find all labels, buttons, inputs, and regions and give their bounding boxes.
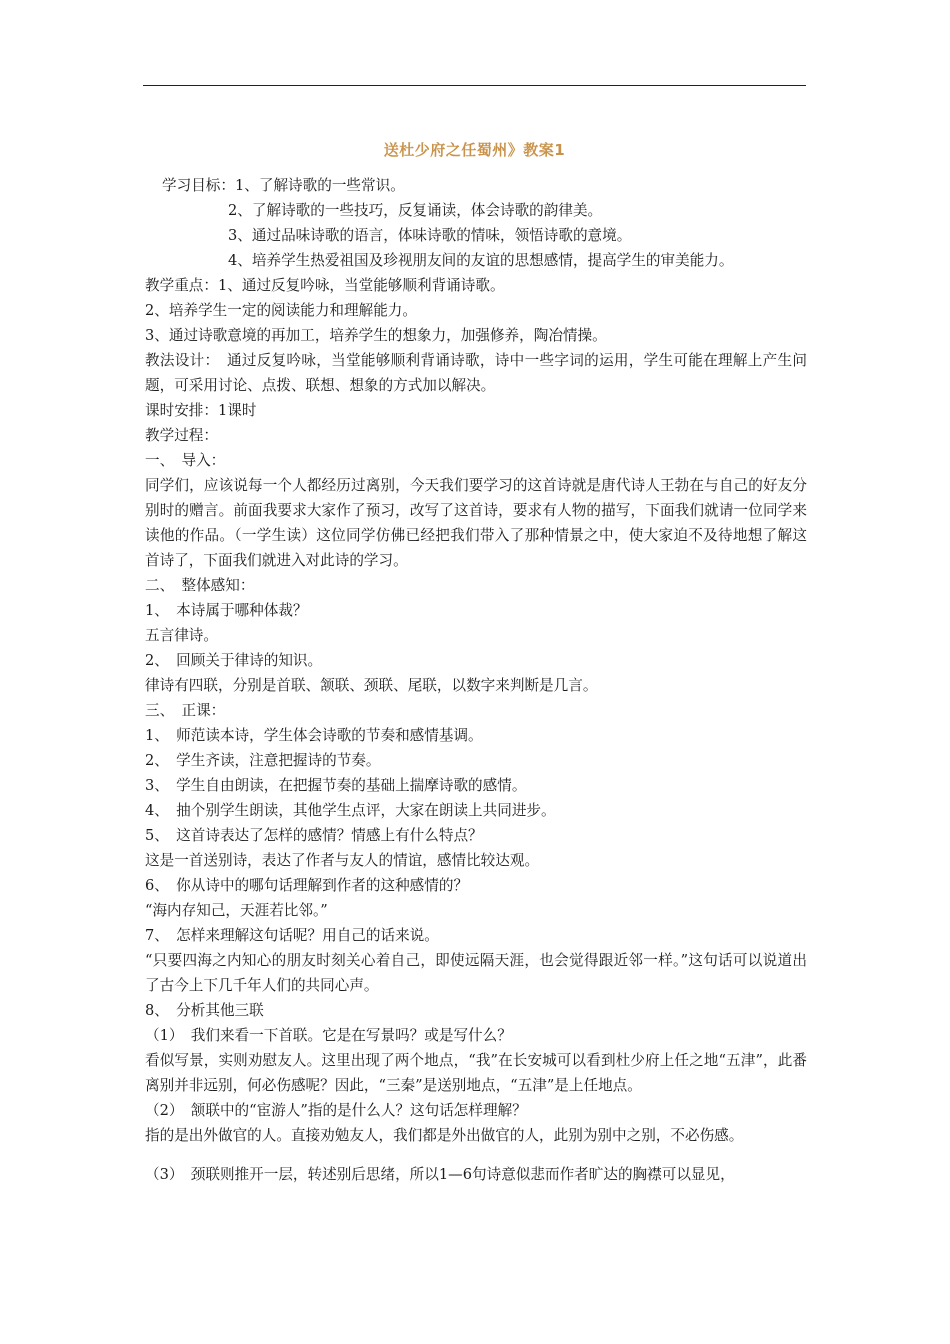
paragraph: （3） 颈联则推开一层，转述别后思绪，所以1—6句诗意似悲而作者旷达的胸襟可以显见， [145, 1166, 735, 1183]
document-body [145, 173, 807, 1187]
paragraph: 2、 学生齐读，注意把握诗的节奏。 [145, 752, 381, 769]
paragraph: 7、 怎样来理解这句话呢？用自己的话来说。 [145, 927, 439, 944]
section-heading: 三、 正课： [145, 702, 226, 719]
paragraph: 学习目标：1、了解诗歌的一些常识。 [162, 177, 405, 194]
paragraph: 2、培养学生一定的阅读能力和理解能力。 [145, 302, 417, 319]
paragraph: 4、培养学生热爱祖国及珍视朋友间的友谊的思想感情，提高学生的审美能力。 [228, 252, 734, 269]
section-heading: 二、 整体感知： [145, 577, 255, 594]
paragraph: 2、了解诗歌的一些技巧，反复诵读，体会诗歌的韵律美。 [228, 202, 603, 219]
paragraph: 教法设计： 通过反复吟咏，当堂能够顺利背诵诗歌，诗中一些字词的运用，学生可能在理解上产生问题，可采用讨论、点拨、联想、想象的方式加以解决。 [145, 352, 807, 394]
paragraph: 教学过程： [145, 427, 218, 444]
paragraph: 律诗有四联，分别是首联、颔联、颈联、尾联，以数字来判断是几言。 [145, 677, 598, 694]
paragraph: “海内存知己，天涯若比邻。” [145, 902, 328, 919]
paragraph: 1、 师范读本诗，学生体会诗歌的节奏和感情基调。 [145, 727, 483, 744]
paragraph: 指的是出外做官的人。直接劝勉友人，我们都是外出做官的人，此别为别中之别，不必伤感。 [145, 1127, 744, 1144]
paragraph: 2、 回顾关于律诗的知识。 [145, 652, 323, 669]
paragraph: 3、通过品味诗歌的语言，体味诗歌的情味，领悟诗歌的意境。 [228, 227, 632, 244]
paragraph: （1） 我们来看一下首联。它是在写景吗？或是写什么？ [145, 1027, 512, 1044]
section-heading: 一、 导入： [145, 452, 226, 469]
paragraph: 课时安排：1课时 [145, 402, 257, 419]
paragraph: 同学们，应该说每一个人都经历过离别，今天我们要学习的这首诗就是唐代诗人王勃在与自己的好友分别时的赠言。前面我要求大家作了预习，改写了这首诗，要求有人物的描写，下面我们就请一位同学来读他的作品。（一学生读）这位同学仿佛已经把我们带入了那种情景之中，使大家迫不及待地想了解这首诗了，下面我们就进入对此诗的学习。 [145, 477, 807, 569]
paragraph: 3、 学生自由朗读，在把握节奏的基础上揣摩诗歌的感情。 [145, 777, 527, 794]
paragraph: 教学重点：1、通过反复吟咏，当堂能够顺利背诵诗歌。 [145, 277, 505, 294]
paragraph: 看似写景，实则劝慰友人。这里出现了两个地点，“我”在长安城可以看到杜少府上任之地“五津”，此番离别并非远别，何必伤感呢？因此，“三秦”是送别地点，“五津”是上任地点。 [145, 1052, 807, 1094]
paragraph: 3、通过诗歌意境的再加工，培养学生的想象力，加强修养，陶冶情操。 [145, 327, 607, 344]
paragraph: 这是一首送别诗，表达了作者与友人的情谊，感情比较达观。 [145, 852, 540, 869]
paragraph: 4、 抽个别学生朗读，其他学生点评，大家在朗读上共同进步。 [145, 802, 556, 819]
paragraph: 6、 你从诗中的哪句话理解到作者的这种感情的？ [145, 877, 469, 894]
paragraph: （2） 颔联中的“宦游人”指的是什么人？这句话怎样理解？ [145, 1102, 527, 1119]
header-rule [143, 85, 806, 86]
paragraph: 8、 分析其他三联 [145, 1002, 264, 1019]
paragraph: 5、 这首诗表达了怎样的感情？情感上有什么特点？ [145, 827, 483, 844]
paragraph: 1、 本诗属于哪种体裁？ [145, 602, 308, 619]
paragraph: 五言律诗。 [145, 627, 218, 644]
paragraph: “只要四海之内知心的朋友时刻关心着自己，即使远隔天涯，也会觉得跟近邻一样。”这句话可以说道出了古今上下几千年人们的共同心声。 [145, 952, 807, 994]
document-title: 送杜少府之任蜀州》教案1 [383, 141, 566, 159]
